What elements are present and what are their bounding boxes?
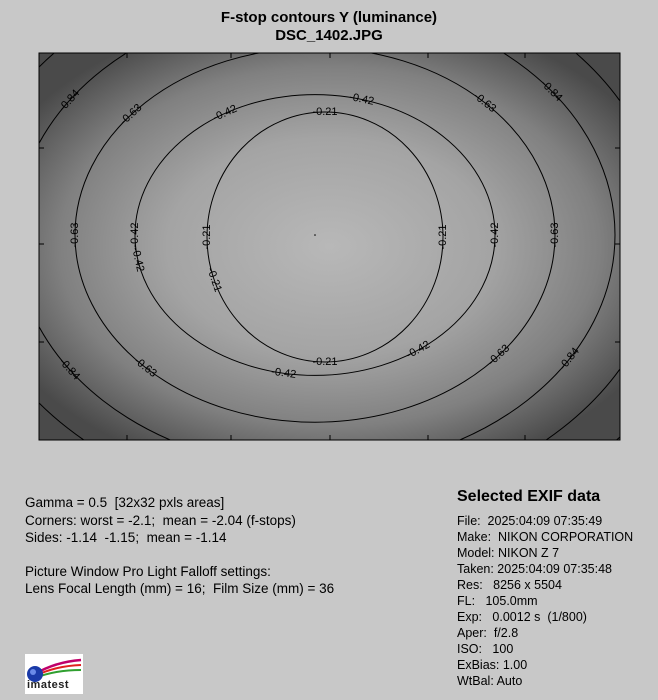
contour-label: -0.84 [556,345,582,373]
exif-list [457,513,633,689]
contour-label: -0.84 [538,77,565,105]
contour-label: -0.42 [270,365,297,381]
exif-row-wtbal: WtBal: Auto [457,674,523,688]
contour-label-group [549,220,561,250]
contour-label: -0.42 [348,90,376,108]
contour-label: -0.21 [312,356,338,368]
contour-label-group [437,222,449,252]
contour-label: -0.42 [129,245,147,273]
exif-title: Selected EXIF data [457,488,601,505]
contour-label-group [489,220,501,250]
contour-label: -0.84 [56,355,83,383]
contour-label: -0.21 [201,224,213,250]
exif-row-fl: FL: 105.0mm [457,594,538,608]
exif-row-aper: Aper: f/2.8 [457,626,519,640]
exif-row-res: Res: 8256 x 5504 [457,578,562,592]
contour-label-group [310,106,340,118]
contour-label: -0.42 [211,102,239,125]
chart-subtitle: DSC_1402.JPG [275,27,383,44]
gamma-info: Gamma = 0.5 [32x32 pxls areas] [25,495,225,510]
contour-label: -0.84 [56,87,83,115]
contour-label-group [310,356,340,368]
corners-info: Corners: worst = -2.1; mean = -2.04 (f-stops) [25,513,296,528]
contour-label: -0.21 [437,224,449,250]
contour-label: -0.42 [489,222,501,248]
contour-label: -0.63 [471,90,499,116]
chart-title: F-stop contours Y (luminance) [220,9,438,26]
contour-label: -0.42 [404,338,433,362]
exif-row-model: Model: NIKON Z 7 [457,546,560,560]
contour-label: -0.42 [129,222,141,248]
exif-row-exp: Exp: 0.0012 s (1/800) [457,610,587,624]
imatest-logo-text: imatest [27,679,70,691]
contour-label: -0.63 [485,342,513,369]
contour-label: -0.63 [117,101,145,128]
contour-label: -0.21 [312,106,338,118]
contour-label: -0.63 [131,354,159,380]
exif-row-iso: ISO: 100 [457,642,514,656]
contour-label: -0.21 [204,265,224,294]
center-mark [314,234,316,236]
contour-label-group [201,222,213,252]
exif-row-taken: Taken: 2025:04:09 07:35:48 [457,562,612,576]
contour-label-group [69,220,81,250]
sides-info: Sides: -1.14 -1.15; mean = -1.14 [25,530,227,545]
pwp-settings-heading: Picture Window Pro Light Falloff settings: [25,564,271,579]
exif-row-exbias: ExBias: 1.00 [457,658,528,672]
lens-settings-info: Lens Focal Length (mm) = 16; Film Size (mm) = 36 [25,581,335,596]
contour-label: -0.63 [549,222,561,248]
exif-row-make: Make: NIKON CORPORATION [457,530,634,544]
contour-label: -0.63 [69,222,81,248]
exif-row-file: File: 2025:04:09 07:35:49 [457,514,603,528]
